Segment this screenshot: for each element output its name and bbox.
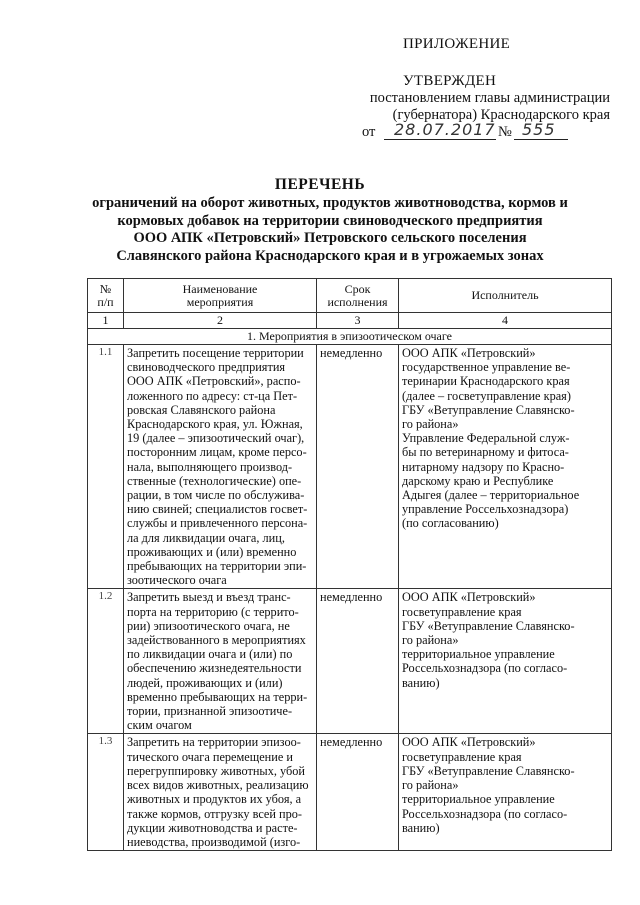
section-row: [88, 329, 612, 345]
execution-term: немедленно: [317, 345, 399, 589]
number-prefix: №: [498, 124, 512, 140]
subtitle-line: кормовых добавок на территории свиноводческого предприятия: [117, 212, 543, 229]
measure-line: тического очага перемещение и: [127, 749, 293, 764]
measure-line: людей, проживающих и (или): [127, 675, 283, 690]
column-number: 1: [88, 313, 124, 329]
subtitle-line: Славянского района Краснодарского края и в угрожаемых зонах: [116, 247, 544, 264]
measure-line: животных и продуктов их убоя, а: [127, 792, 302, 807]
column-number: 2: [124, 313, 317, 329]
measure-line: посторонним лицам, кроме персо-: [127, 445, 307, 460]
measure-line: службы и привлеченного персона-: [127, 516, 308, 531]
executor-line: территориальное управление: [402, 792, 555, 807]
header-term-line: Срок: [344, 281, 371, 296]
measure-line: Запретить на территории эпизоо-: [127, 735, 301, 750]
measure-line: перегруппировку животных, убой: [127, 763, 305, 778]
measure-line: Краснодарского края, ул. Южная,: [127, 417, 303, 432]
measure-line: ла для ликвидации очага, лиц,: [127, 530, 285, 545]
measure-line: ниеводства, производимой (изго-: [127, 834, 301, 849]
measure-line: рации, в том числе по обслужива-: [127, 488, 305, 503]
measure-line: нию свиней; специалистов госвет-: [127, 502, 308, 517]
header-term-line: исполнения: [327, 294, 388, 309]
measure-line: ООО АПК «Петровский», распо-: [127, 374, 301, 389]
measure-line: также кормов, отгрузку всей про-: [127, 806, 303, 821]
executor-line: Россельхознадзора (по согласо-: [402, 806, 568, 821]
executor-line: Управление Федеральной служ-: [402, 431, 570, 446]
document-title: ПЕРЕЧЕНЬ: [274, 176, 366, 193]
header-num-line: №: [99, 281, 112, 296]
date-handwritten: 28.07.2017: [394, 120, 496, 139]
decree-block: [370, 90, 610, 124]
column-number: 3: [317, 313, 399, 329]
header-num-line: п/п: [97, 294, 114, 309]
executor-line: (по согласованию): [402, 516, 499, 531]
measure-line: пребывающих на территории эпи-: [127, 559, 307, 574]
measure-line: Запретить выезд и въезд транс-: [127, 590, 291, 605]
measure-line: по ликвидации очага и (или) по: [127, 647, 293, 662]
table-rows: [88, 345, 612, 851]
executor-line: ГБУ «Ветуправление Славянско-: [402, 402, 575, 417]
header-executor: Исполнитель: [399, 279, 612, 313]
table-row: [88, 734, 612, 851]
executor-line: дарскому краю и Республике: [402, 473, 554, 488]
measure-line: Запретить посещение территории: [127, 346, 304, 360]
measure-line: 19 (далее – эпизоотический очаг),: [127, 431, 305, 446]
date-underline: [384, 139, 496, 140]
executor-line: госветуправление края: [402, 749, 522, 764]
executor-line: Россельхознадзора (по согласо-: [402, 661, 568, 676]
measure-line: рии) эпизоотического очага, не: [127, 618, 290, 633]
header-num: [88, 279, 124, 313]
decree-line-2: (губернатора) Краснодарского края: [392, 107, 610, 123]
subtitle-line: ООО АПК «Петровский» Петровского сельского поселения: [133, 230, 527, 246]
table-header-row: [88, 279, 612, 313]
row-number: 1.3: [88, 734, 124, 851]
decree-date-line: [362, 120, 612, 144]
row-number: 1.1: [88, 345, 124, 589]
header-name-line: Наименование: [182, 281, 258, 296]
measure-line: тории, признанной эпизоотиче-: [127, 704, 293, 719]
restrictions-table: [87, 278, 612, 851]
section-title: 1. Мероприятия в эпизоотическом очаге: [88, 329, 612, 345]
measure-line: свиноводческого предприятия: [127, 360, 286, 375]
executor-line: госветуправление края: [402, 604, 522, 619]
executor-line: ООО АПК «Петровский»: [402, 735, 536, 750]
measure-line: нала, выполняющего производ-: [127, 459, 293, 474]
measure-line: обеспечению жизнедеятельности: [127, 661, 302, 676]
measure-text: [124, 589, 317, 734]
executor-line: нитарному надзору по Красно-: [402, 459, 565, 474]
execution-term: немедленно: [317, 734, 399, 851]
executor-line: территориальное управление: [402, 647, 555, 662]
executor: [399, 345, 612, 589]
measure-line: задействованного в мероприятиях: [127, 633, 306, 648]
date-prefix: от: [362, 124, 376, 140]
executor-line: ООО АПК «Петровский»: [402, 590, 536, 605]
measure-line: дукции животноводства и расте-: [127, 820, 298, 835]
executor-line: (далее – госветуправление края): [402, 388, 571, 403]
executor-line: ГБУ «Ветуправление Славянско-: [402, 618, 575, 633]
executor-line: го района»: [402, 633, 459, 648]
executor-line: ванию): [402, 675, 440, 690]
row-number: 1.2: [88, 589, 124, 734]
executor: [399, 589, 612, 734]
measure-line: ровская Славянского района: [127, 402, 276, 417]
header-term: [317, 279, 399, 313]
appendix-label: ПРИЛОЖЕНИЕ: [403, 36, 511, 52]
measure-line: зоотического очага: [127, 573, 227, 588]
executor-line: ванию): [402, 820, 440, 835]
measure-line: порта на территорию (с террито-: [127, 604, 299, 619]
header-name-line: мероприятия: [186, 294, 254, 309]
measure-text: [124, 734, 317, 851]
header-name: [124, 279, 317, 313]
executor-line: бы по ветеринарному и фитоса-: [402, 445, 569, 460]
document-subtitle: [60, 195, 600, 265]
executor-line: го района»: [402, 417, 459, 432]
measure-text: [124, 345, 317, 589]
number-underline: [514, 139, 568, 140]
table-row: [88, 589, 612, 734]
measure-line: всех видов животных, реализацию: [127, 778, 309, 793]
executor-line: Адыгея (далее – территориальное: [402, 488, 580, 503]
subtitle-line: ограничений на оборот животных, продуктов животноводства, кормов и: [92, 195, 568, 211]
executor: [399, 734, 612, 851]
table-row: [88, 345, 612, 589]
measure-line: ственные (технологические) опе-: [127, 473, 302, 488]
measure-line: временно пребывающих на терри-: [127, 689, 308, 704]
measure-line: ским очагом: [127, 718, 192, 733]
executor-line: ГБУ «Ветуправление Славянско-: [402, 763, 575, 778]
column-number-row: [88, 313, 612, 329]
measure-line: ложенного по адресу: ст-ца Пет-: [127, 388, 298, 403]
column-number: 4: [399, 313, 612, 329]
number-handwritten: 555: [522, 120, 556, 139]
execution-term: немедленно: [317, 589, 399, 734]
executor-line: ООО АПК «Петровский»: [402, 346, 536, 360]
executor-line: управление Россельхознадзора): [402, 502, 569, 517]
executor-line: го района»: [402, 778, 459, 793]
executor-line: государственное управление ве-: [402, 360, 571, 375]
decree-line-1: постановлением главы администрации: [369, 90, 610, 106]
approved-label: УТВЕРЖДЕН: [403, 73, 497, 89]
measure-line: проживающих и (или) временно: [127, 544, 297, 559]
executor-line: теринарии Краснодарского края: [402, 374, 570, 389]
